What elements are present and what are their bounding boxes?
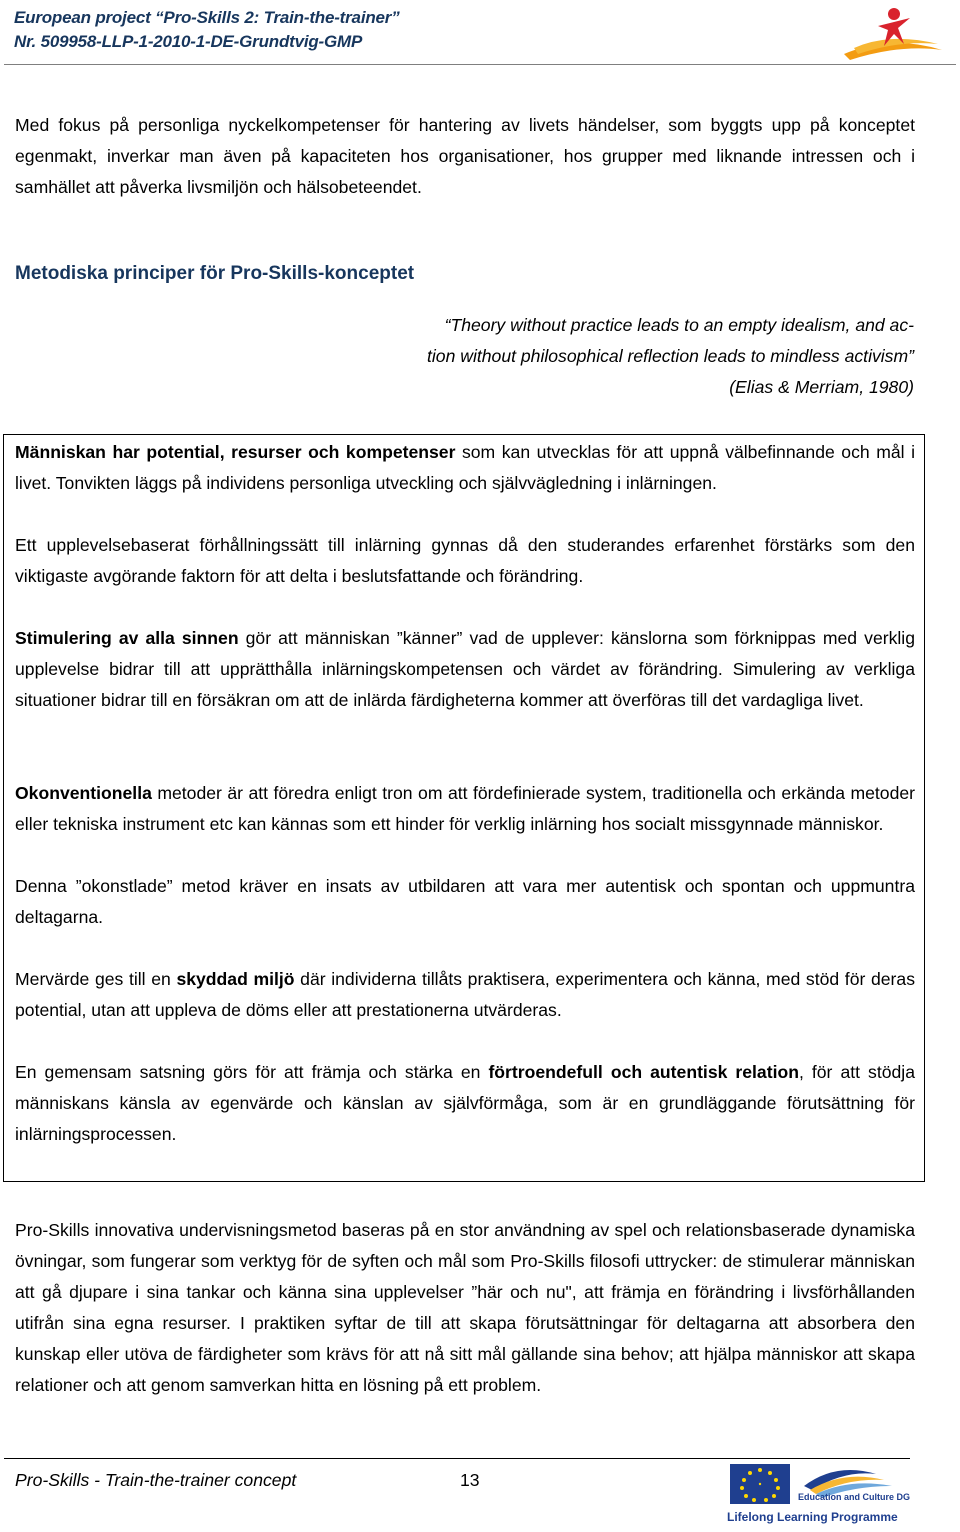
principle-unconventional-2: Denna ”okonstlade” metod kräver en insats av utbildaren att vara mer autentisk och spontan och uppmuntra deltagarna. — [15, 876, 915, 927]
principle-safe-text: där individerna tillåts praktisera, experimentera och känna, med stöd för deras potential, utan att uppleva de döms eller att prestationerna utvärderas. — [15, 969, 915, 1020]
principle-unconventional — [15, 778, 915, 840]
intro-paragraph: Med fokus på personliga nyckelkompetenser för hantering av livets händelser, som byggts upp på konceptet egenmakt, inverkar man även på kapaciteten hos organisationer, hos grupper med liknande intressen och i samhället att påverka livsmiljön och hälsobeteendet. — [15, 115, 915, 197]
principle-relation-text: , för att stödja människans känsla av egenvärde och känslan av självförmåga, som är en grundläggande förutsättning för inlärningsprocessen. — [15, 1062, 915, 1144]
section-heading: Metodiska principer för Pro-Skills-konceptet — [15, 263, 415, 284]
page-number: 13 — [460, 1470, 480, 1490]
principle-relation-bold: förtroendefull och autentisk relation — [488, 1062, 799, 1082]
principle-senses-bold: Stimulering av alla sinnen — [15, 628, 239, 648]
page-header — [14, 6, 944, 64]
eu-caption-llp: Lifelong Learning Programme — [727, 1510, 898, 1524]
footer-divider — [4, 1458, 910, 1459]
principle-potential — [15, 437, 915, 499]
principle-safe-bold: skyddad miljö — [176, 969, 295, 989]
principle-potential-text: som kan utvecklas för att uppnå välbefinnande och mål i livet. Tonvikten läggs på individens personliga utveckling och självvägledning i inlärningen. — [15, 442, 916, 493]
footer-title: Pro-Skills - Train-the-trainer concept — [15, 1470, 297, 1490]
principle-relation-prefix: En gemensam satsning görs för att främja och stärka en — [15, 1062, 489, 1082]
principle-relation — [15, 1057, 915, 1150]
eu-caption-dg: Education and Culture DG — [798, 1492, 911, 1502]
quote-block — [294, 310, 914, 403]
principle-unconventional-text: metoder är att föredra enligt tron om att fördefinierade system, traditionella och erkända metoder eller tekniska instrument etc kan kännas som ett hinder för verklig inlärning hos socialt missgynnade människor. — [15, 783, 915, 834]
principle-unconventional-bold: Okonventionella — [15, 783, 152, 803]
quote-line-2: tion without philosophical reflection leads to mindless activism” — [427, 346, 914, 366]
principle-senses — [15, 623, 915, 716]
principle-potential-bold: Människan har potential, resurser och kompetenser — [15, 442, 456, 462]
closing-paragraph: Pro-Skills innovativa undervisningsmetod baseras på en stor användning av spel och relationsbaserade dynamiska övningar, som fungerar som verktyg för de syften och mål som Pro-Skills filosofi uttrycker: de stimulerar människan att gå djupare i sina tankar och känna sina upplevelser ”här och nu", att främja en förändring i livsförhållanden utifrån sina egna resurser. I praktiken syftar de till att skapa förutsättningar för deltagarna att absorbera den kunskap eller utöva de färdigheter som krävs för att nå sitt mål gällande sina behov; att hjälpa människor att skapa relationer och att genom samverkan hitta en lösning på ett problem. — [15, 1220, 915, 1395]
quote-line-1: “Theory without practice leads to an empty idealism, and ac- — [444, 315, 914, 335]
quote-source: (Elias & Merriam, 1980) — [729, 377, 914, 397]
header-divider — [4, 64, 956, 65]
header-line-1: European project “Pro-Skills 2: Train-the-trainer” — [14, 8, 400, 27]
principle-experience: Ett upplevelsebaserat förhållningssätt till inlärning gynnas då den studerandes erfarenhet förstärks som den viktigaste avgörande faktorn för att delta i beslutsfattande och förändring. — [15, 535, 915, 586]
pro-skills-logo-icon — [840, 4, 946, 62]
principle-safe-prefix: Mervärde ges till en — [15, 969, 177, 989]
header-line-2: Nr. 509958-LLP-1-2010-1-DE-Grundtvig-GMP — [14, 32, 363, 51]
principle-senses-text: gör att människan ”känner” vad de upplever: känslorna som förknippas med verklig upplevelse bidrar till att upprätthålla inlärningskompetensen och värdet av förändring. Simulering av verkliga situationer bidrar till en försäkran om att de inlärda färdigheterna kommer att överföras till det vardagliga livet. — [15, 628, 915, 710]
principle-safe-environment — [15, 964, 915, 1026]
